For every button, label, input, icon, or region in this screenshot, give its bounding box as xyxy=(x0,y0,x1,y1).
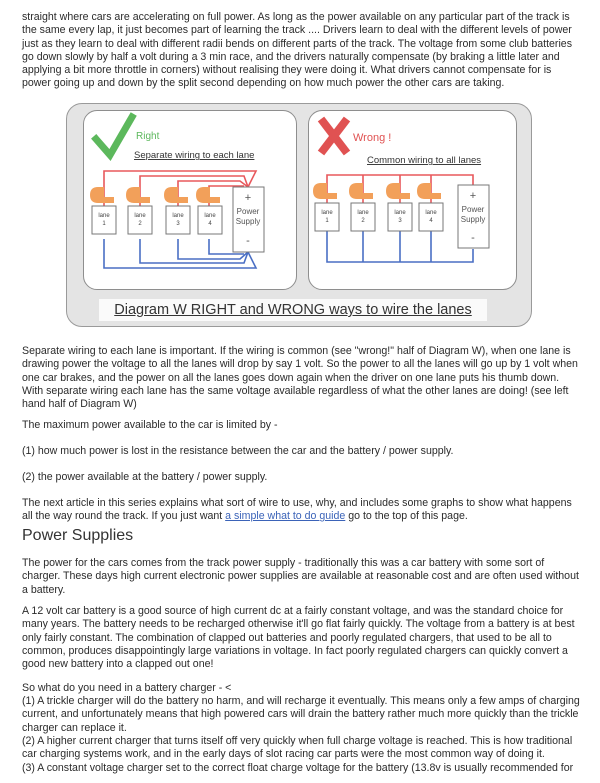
power-supplies-p2: A 12 volt car battery is a good source of high current dc at a fairly constant voltage, and was the standard choice for many years. The battery needs to be recharged otherwise it'll go flat fairly quickly. The voltage from a battery is at best only fairly constant. The combination of clapped out batteries and poorly regulated chargers, that used to be all to common, produces disappointingly large variations in voltage. In fact poorly regulated chargers can quickly convert a good new battery into a clapped out one! xyxy=(22,605,575,671)
lane-2-number: 2 xyxy=(361,218,365,224)
ps-label-2: Supply xyxy=(235,217,261,226)
charger-item-3: (3) A constant voltage charger set to the correct float charge voltage for the battery (13.8v is usually recommended for xyxy=(22,762,574,774)
verdict-right: Right xyxy=(136,131,160,142)
lane-1-label: lane xyxy=(321,210,333,216)
lane-3-number: 3 xyxy=(176,221,180,227)
separate-wiring-paragraph: Separate wiring to each lane is important. If the wiring is common (see "wrong!" half of Diagram W), when one lane is drawing power the voltage to all the lanes will drop by say 1 volt. So the power to all the lanes will go up by 1 volt when one car brakes, and the power on all the lanes goes down again when the driver on one lane puts his thumb down. With separate wiring each lane has the same voltage available regardless of what the other lanes are doing! (see left hand half of Diagram W) xyxy=(22,345,578,411)
next-article-text: The next article in this series explains what sort of wire to use, why, and includes some graphs to show what happens all the way round the track. If you just want xyxy=(22,497,572,523)
lane-4-label: lane xyxy=(204,213,216,219)
lane-1-label: lane xyxy=(98,213,110,219)
simple-guide-link[interactable]: a simple what to do guide xyxy=(225,510,346,523)
lane-3-label: lane xyxy=(394,210,406,216)
lane-4-label: lane xyxy=(425,210,437,216)
power-supplies-heading: Power Supplies xyxy=(22,527,134,544)
diagram-w xyxy=(66,103,532,327)
common-negative-wire xyxy=(327,231,473,262)
charger-item-1: (1) A trickle charger will do the battery no harm, and will recharge it eventually. This means only a few amps of charging current, and unfortunately means that high powered cars will drain the battery rather much more quickly than the trickle charger can replace it. xyxy=(22,695,580,734)
ps-minus: - xyxy=(246,235,250,247)
right-subtitle: Separate wiring to each lane xyxy=(134,150,255,161)
intro-paragraph: straight where cars are accelerating on full power. As long as the power available on any particular part of the track is the same every lap, it just becomes part of learning the track .... Drivers learn to deal with the different levels of power just as they learn to deal with different radii bends on different parts of the track. The voltage from some club batteries go down slowly by half a volt during a 3 min race, and the drivers naturally compensate (by braking a little later and applying a bit more throttle in corners) without realising they were doing it. What drivers cannot compensate for is power going up and down by the split second depending on how much power the other cars are taking. xyxy=(22,11,573,90)
next-article-paragraph xyxy=(22,497,582,524)
lane-2-label: lane xyxy=(357,210,369,216)
wrong-wiring-panel xyxy=(308,110,517,290)
verdict-wrong: Wrong ! xyxy=(353,132,392,144)
right-wiring-panel xyxy=(83,110,297,290)
lane-3-number: 3 xyxy=(398,218,402,224)
ps-label-2: Supply xyxy=(460,215,486,224)
lane-1-number: 1 xyxy=(102,221,106,227)
lane-2-label: lane xyxy=(134,213,146,219)
controller-icons xyxy=(90,187,220,203)
ps-plus: + xyxy=(469,190,477,202)
common-wiring-diagram xyxy=(309,111,516,289)
lane-4-number: 4 xyxy=(208,221,212,227)
check-mark-icon xyxy=(96,117,132,155)
next-article-text-end: go to the top of this page. xyxy=(345,510,468,523)
limit-item-2: (2) the power available at the battery / power supply. xyxy=(22,471,268,483)
limit-item-1: (1) how much power is lost in the resistance between the car and the battery / power supply. xyxy=(22,445,454,457)
charger-item-2: (2) A higher current charger that turns itself off very quickly when full charge voltage is reached. This is how traditional car charging systems work, and in the early days of slot racing car parts were the most common way of doing it. xyxy=(22,735,573,761)
power-supplies-p1: The power for the cars comes from the track power supply - traditionally this was a car battery with some sort of charger. These days high current electronic power supplies are available at reasonable cost and are often used without a battery. xyxy=(22,557,579,596)
wrong-subtitle: Common wiring to all lanes xyxy=(367,155,482,166)
max-power-paragraph: The maximum power available to the car is limited by - xyxy=(22,419,278,431)
ps-plus: + xyxy=(244,192,252,204)
x-mark-icon xyxy=(321,119,347,153)
lane-3-label: lane xyxy=(172,213,184,219)
diagram-caption: Diagram W RIGHT and WRONG ways to wire the lanes xyxy=(99,299,487,321)
lane-1-number: 1 xyxy=(325,218,329,224)
ps-label-1: Power xyxy=(461,205,485,214)
lane-4-number: 4 xyxy=(429,218,433,224)
separate-wiring-diagram xyxy=(84,111,296,289)
lane-2-number: 2 xyxy=(138,221,142,227)
controller-icons xyxy=(313,183,441,199)
ps-label-1: Power xyxy=(236,207,260,216)
charger-intro: So what do you need in a battery charger - < xyxy=(22,682,232,694)
ps-minus: - xyxy=(471,232,475,244)
